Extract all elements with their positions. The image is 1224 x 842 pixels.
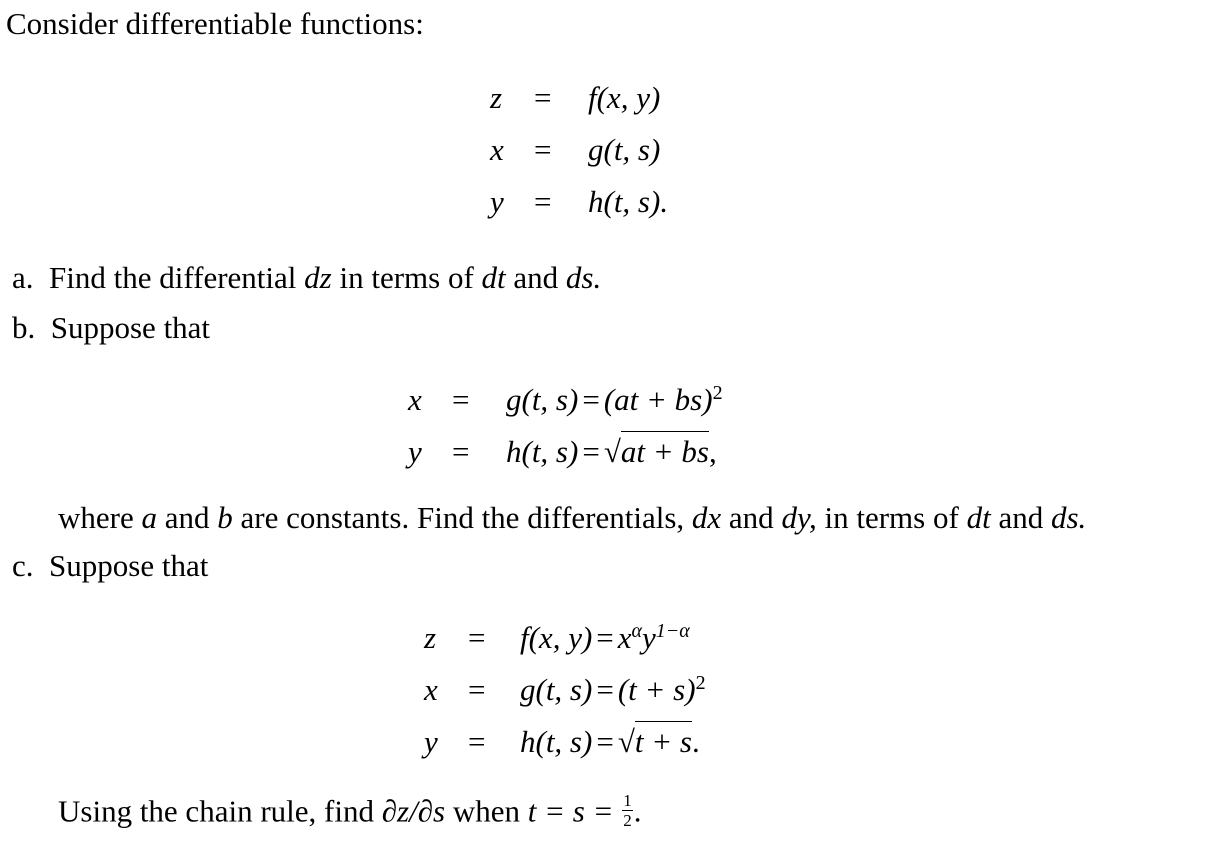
b-eq2-rhs bbox=[506, 436, 717, 467]
c-final-cond: t = s = bbox=[527, 793, 614, 829]
part-c-final-line bbox=[58, 792, 642, 829]
c-eq3-eq2: = bbox=[596, 724, 614, 759]
c-final-fraction bbox=[622, 792, 633, 829]
b-where-1: where bbox=[58, 500, 134, 535]
b-eq2-eq: = bbox=[452, 434, 470, 469]
c-eq1-exp1: α bbox=[631, 620, 643, 642]
sys1-lhs-x: x bbox=[490, 132, 504, 167]
b-sqrt-icon: √ bbox=[603, 434, 621, 469]
c-eq3-radicand: t + s bbox=[635, 721, 692, 759]
c-eq3-mid: h(t, s) bbox=[520, 724, 593, 759]
c-eq2-rhs bbox=[520, 674, 706, 705]
c-eq2-mid: g(t, s) bbox=[520, 672, 593, 707]
c-sqrt-icon: √ bbox=[617, 724, 635, 759]
b-eq1-eq: = bbox=[452, 382, 470, 417]
c-final-1: Using the chain rule, find bbox=[58, 793, 374, 829]
c-eq3-lhs: y bbox=[424, 724, 438, 759]
c-final-2: when bbox=[452, 793, 520, 829]
part-c-label: c. bbox=[12, 548, 34, 583]
c-eq3-tail: . bbox=[691, 724, 700, 759]
c-eq1-exp2: 1−α bbox=[655, 620, 690, 642]
sys1-eq-1: = bbox=[534, 80, 552, 115]
part-a-text-1: Find the differential bbox=[49, 260, 297, 295]
part-b-where-line bbox=[58, 502, 1086, 533]
b-var-a: a bbox=[141, 500, 157, 535]
part-a-var-dz: dz bbox=[304, 260, 332, 295]
b-var-b: b bbox=[217, 500, 233, 535]
c-eq1-eq2: = bbox=[596, 620, 614, 655]
b-where-and2: and bbox=[728, 500, 774, 535]
c-eq2-eq: = bbox=[468, 672, 486, 707]
c-eq1-base1: x bbox=[617, 620, 632, 655]
b-eq1-rhs bbox=[506, 384, 723, 415]
part-b-text: Suppose that bbox=[50, 310, 211, 345]
c-eq1-eq: = bbox=[468, 620, 486, 655]
b-eq1-lhs: x bbox=[408, 382, 422, 417]
c-eq2-lhs: x bbox=[424, 672, 438, 707]
b-var-dy: dy, bbox=[781, 500, 817, 535]
part-a-text-and: and bbox=[513, 260, 559, 295]
b-eq2-lhs: y bbox=[408, 434, 422, 469]
c-eq1-mid: f(x, y) bbox=[520, 620, 593, 655]
c-eq3-rhs bbox=[520, 726, 700, 757]
intro-text: Consider differentiable functions: bbox=[6, 6, 424, 41]
c-eq3-eq: = bbox=[468, 724, 486, 759]
part-a-line bbox=[12, 262, 601, 293]
b-where-and: and bbox=[164, 500, 210, 535]
part-a-label: a. bbox=[12, 260, 34, 295]
b-var-dx: dx bbox=[691, 500, 722, 535]
sys1-rhs-g: g(t, s) bbox=[588, 132, 661, 167]
c-frac-num: 1 bbox=[623, 791, 632, 810]
sys1-lhs-y: y bbox=[490, 184, 504, 219]
b-where-2: are constants. Find the differentials, bbox=[240, 500, 685, 535]
sys1-rhs-f: f(x, y) bbox=[588, 80, 661, 115]
b-eq2-mid: h(t, s) bbox=[506, 434, 579, 469]
sys1-eq-2: = bbox=[534, 132, 552, 167]
b-eq1-base: (at + bs) bbox=[603, 382, 713, 417]
b-where-and3: and bbox=[998, 500, 1044, 535]
b-var-ds: ds. bbox=[1050, 500, 1087, 535]
b-where-3: in terms of bbox=[824, 500, 959, 535]
b-eq2-radicand: at + bs bbox=[621, 431, 709, 469]
c-eq1-lhs: z bbox=[424, 620, 437, 655]
part-b-label: b. bbox=[12, 310, 36, 345]
sys1-lhs-z: z bbox=[490, 80, 503, 115]
c-final-tail: . bbox=[633, 793, 642, 829]
part-c-text: Suppose that bbox=[49, 548, 209, 583]
b-var-dt: dt bbox=[966, 500, 991, 535]
part-c-line bbox=[12, 550, 208, 581]
b-eq2-tail: , bbox=[708, 434, 717, 469]
sys1-rhs-h: h(t, s). bbox=[588, 184, 669, 219]
b-eq2-eq2: = bbox=[582, 434, 600, 469]
c-eq2-base: (t + s) bbox=[617, 672, 696, 707]
b-eq1-mid: g(t, s) bbox=[506, 382, 579, 417]
part-a-var-ds: ds. bbox=[565, 260, 602, 295]
c-eq1-base2: y bbox=[642, 620, 656, 655]
c-final-expr: ∂z/∂s bbox=[381, 793, 446, 829]
part-b-line bbox=[12, 312, 210, 343]
b-eq1-exp: 2 bbox=[712, 382, 723, 404]
c-eq2-exp: 2 bbox=[695, 672, 706, 694]
c-eq1-rhs bbox=[520, 622, 690, 653]
c-frac-den: 2 bbox=[623, 811, 632, 830]
part-a-text-2: in terms of bbox=[339, 260, 474, 295]
b-eq1-eq2: = bbox=[582, 382, 600, 417]
part-a-var-dt: dt bbox=[481, 260, 506, 295]
sys1-eq-3: = bbox=[534, 184, 552, 219]
c-eq2-eq2: = bbox=[596, 672, 614, 707]
